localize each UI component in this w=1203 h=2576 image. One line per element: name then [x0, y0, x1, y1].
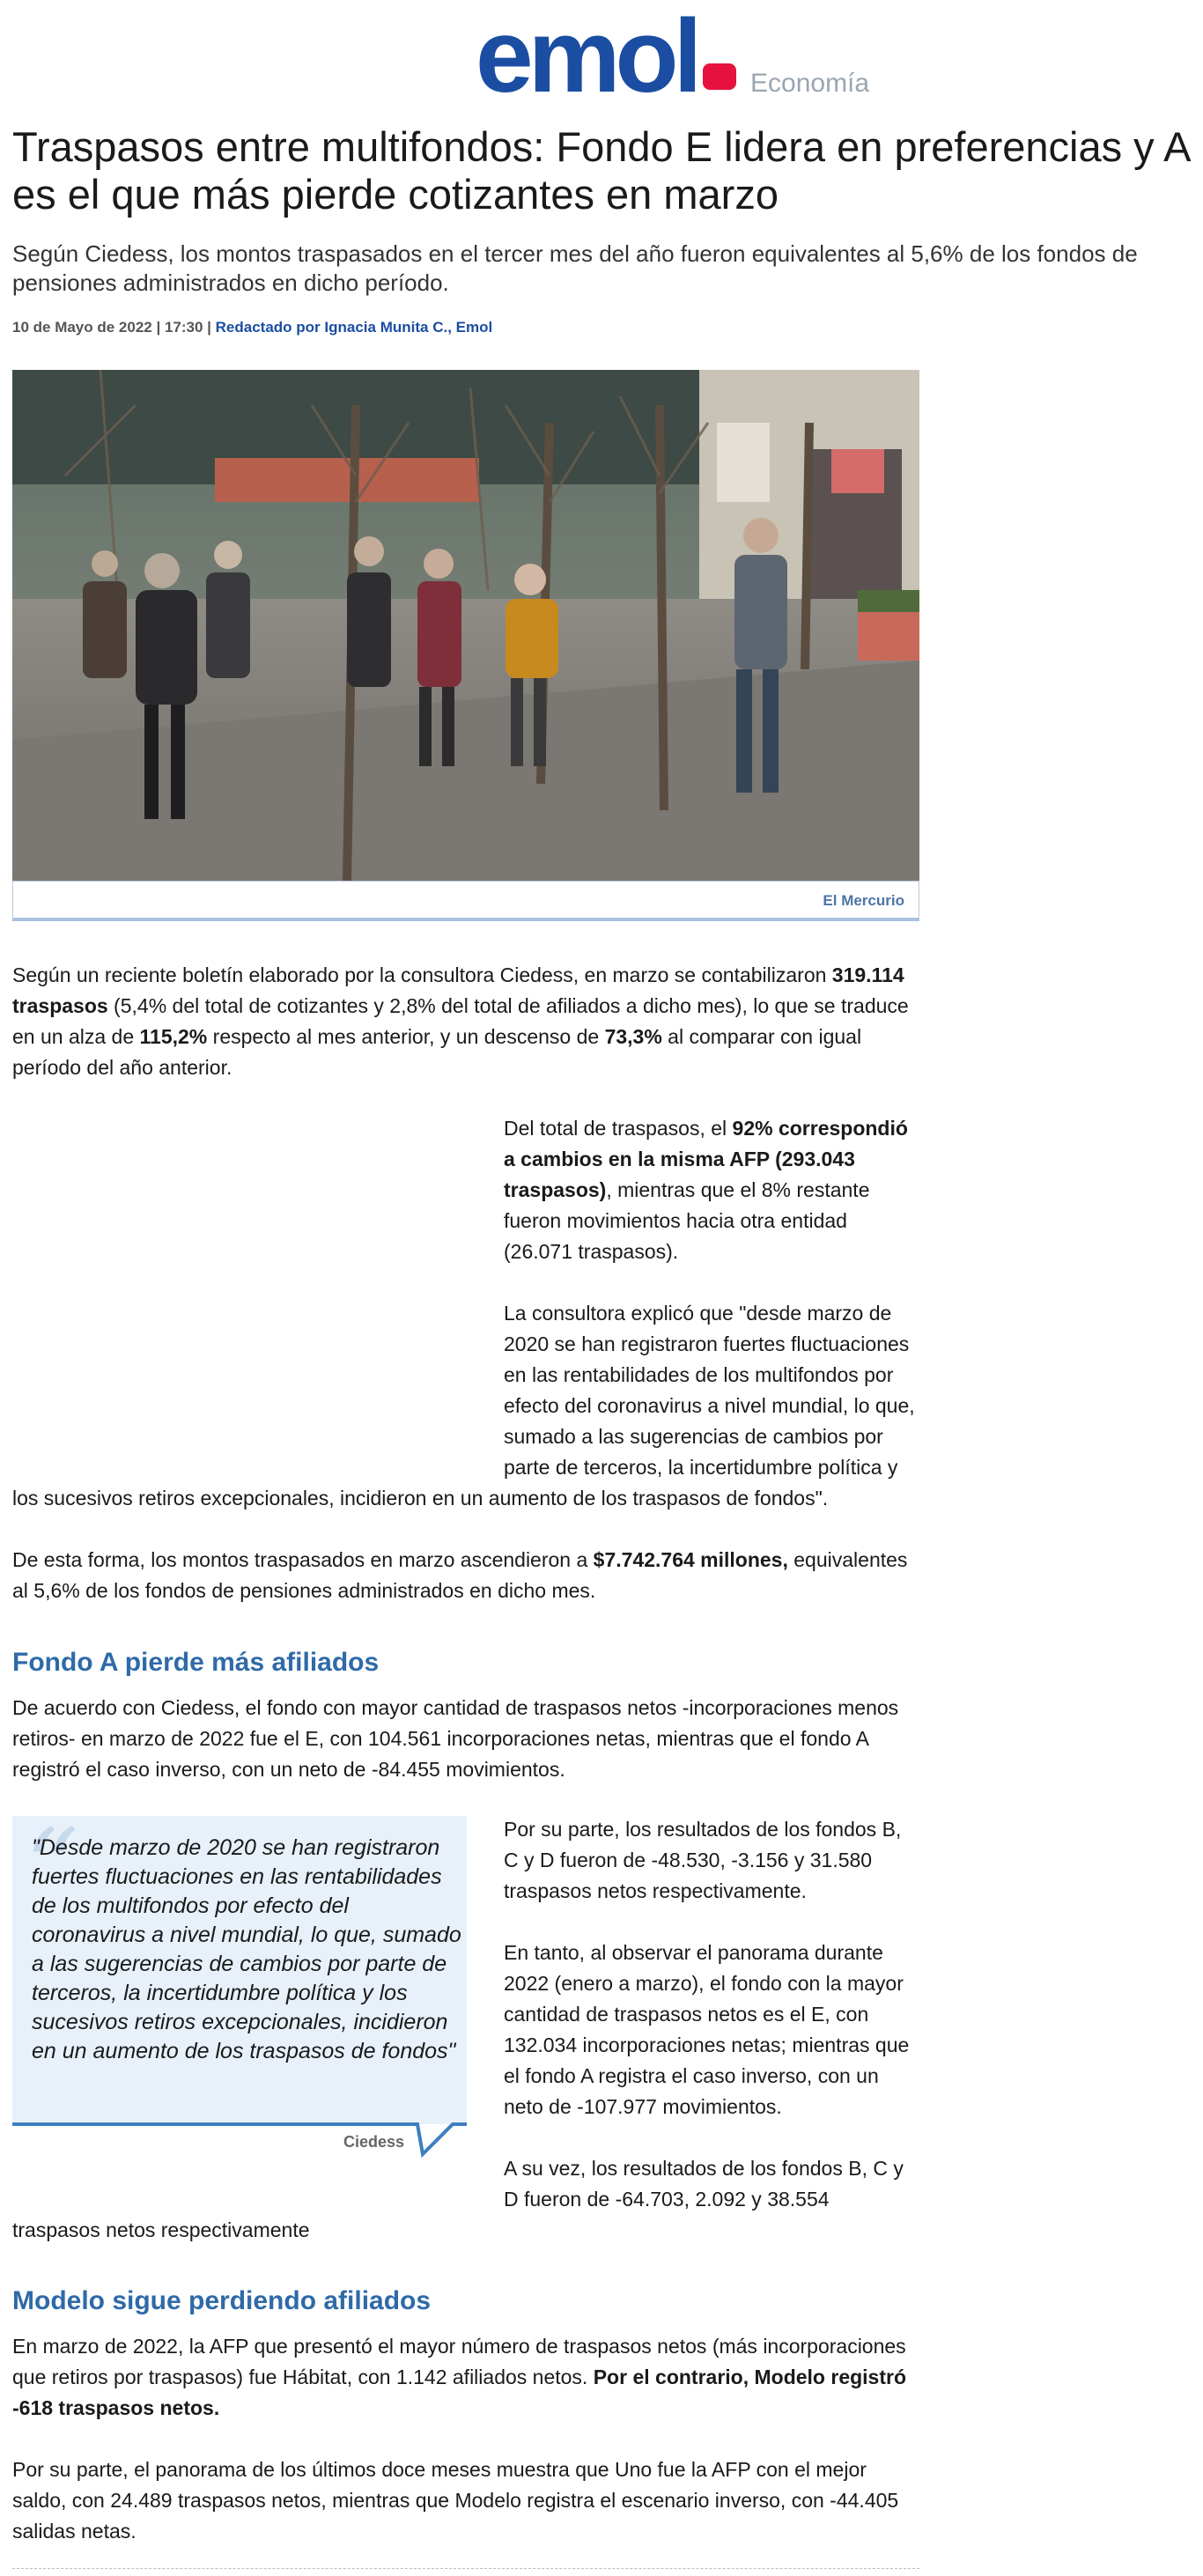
paragraph-8-lower: traspasos netos respectivamente [12, 2218, 310, 2241]
p7-line-2: 2022 (enero a marzo), el fondo con la mayor [504, 1972, 904, 1995]
p1-text-d: respecto al mes anterior, y un descenso de [207, 1025, 605, 1048]
site-header [0, 0, 1203, 114]
article-date: 10 de Mayo de 2022 | 17:30 | [12, 319, 211, 336]
p3-line-6: parte de terceros, la incertidumbre política y [504, 1456, 898, 1479]
paragraph-1 [12, 960, 928, 1083]
p1-bold-alza: 115,2% [139, 1025, 208, 1048]
p7-line-4: 132.034 incorporaciones netas; mientras que [504, 2033, 910, 2056]
p1-bold-descenso: 73,3% [604, 1025, 662, 1048]
p10-line-1: Por su parte, el panorama de los últimos doce meses muestra que Uno fue la AFP con el mejor [12, 2458, 867, 2481]
p1-text-a: Según un reciente boletín elaborado por la consultora Ciedess, en marzo se contabilizaron [12, 963, 832, 986]
article-author[interactable]: Redactado por Ignacia Munita C., Emol [215, 319, 493, 336]
article-photo [12, 370, 919, 881]
p2-line-6: (26.071 traspasos). [504, 1240, 679, 1263]
section-divider [12, 2568, 919, 2569]
pull-quote-text: "Desde marzo de 2020 se han registraron fuertes fluctuaciones en las rentabilidades de los multifondos por efecto del coronavirus a nivel mundial, lo que, sumado a las sugerencias de cambios por parte de terceros, la incertidumbre política y los sucesivos retiros excepcionales, incidieron en un aumento de los traspasos de fondos" [32, 1835, 461, 2063]
p3-line-5: sumado a las sugerencias de cambios por [504, 1425, 883, 1448]
p10-line-3: salidas netas. [12, 2520, 137, 2543]
p2-bold-92: 92% correspondió [732, 1117, 908, 1140]
paragraph-9 [12, 2331, 928, 2424]
emol-logo[interactable] [476, 0, 870, 114]
paragraph-10 [12, 2454, 928, 2547]
p9-line-1: En marzo de 2022, la AFP que presentó el mayor número de traspasos netos (más incorporaciones [12, 2335, 906, 2358]
p5-line-2: retiros- en marzo de 2022 fue el E, con 104.561 incorporaciones netas, mientras que el fondo A [12, 1727, 869, 1750]
p4-text-c: al 5,6% de los fondos de pensiones administrados en dicho mes. [12, 1579, 596, 1602]
p9-bold-618: -618 traspasos netos. [12, 2396, 220, 2419]
p10-line-2: saldo, con 24.489 traspasos netos, mientras que Modelo registra el escenario inverso, con -44.405 [12, 2489, 899, 2512]
pull-quote-source: Ciedess [343, 2133, 405, 2151]
p4-text-a: De esta forma, los montos traspasados en marzo ascendieron a [12, 1548, 594, 1571]
p2-line-4: , mientras que el 8% restante [606, 1178, 870, 1201]
p7-line-5: el fondo A registra el caso inverso, con un [504, 2064, 879, 2087]
p1-bold-traspasos-word: traspasos [12, 994, 108, 1017]
p6-line-1: Por su parte, los resultados de los fondos B, [504, 1818, 902, 1841]
p1-text-f: período del año anterior. [12, 1056, 232, 1079]
article-title: Traspasos entre multifondos: Fondo E lidera en preferencias y A es el que más pierde cotizantes en marzo [12, 123, 1189, 218]
photo-caption-box [12, 881, 919, 921]
p2-bold-misma-afp: a cambios en la misma AFP (293.043 [504, 1148, 855, 1170]
article-byline [12, 319, 492, 336]
p8-line-1: A su vez, los resultados de los fondos B, C y [504, 2157, 904, 2180]
paragraph-6 [504, 1814, 926, 1907]
p7-line-6: neto de -107.977 movimientos. [504, 2095, 782, 2118]
p4-bold-monto: $7.742.764 millones, [593, 1548, 788, 1571]
p9-bold-modelo: Por el contrario, Modelo registró [593, 2366, 906, 2388]
p4-text-b: equivalentes [787, 1548, 908, 1571]
p1-bold-traspasos-count: 319.114 [831, 963, 904, 986]
logo-wordmark: emol [476, 0, 697, 114]
paragraph-5 [12, 1693, 928, 1785]
section-label[interactable]: Economía [750, 69, 870, 98]
heading-modelo: Modelo sigue perdiendo afiliados [12, 2286, 432, 2315]
p3-line-1: La consultora explicó que "desde marzo de [504, 1302, 892, 1325]
p3-line-4: efecto del coronavirus a nivel mundial, lo que, [504, 1394, 915, 1417]
paragraph-8-upper [504, 2153, 926, 2215]
p6-line-2: C y D fueron de -48.530, -3.156 y 31.580 [504, 1849, 873, 1871]
p5-line-1: De acuerdo con Ciedess, el fondo con mayor cantidad de traspasos netos -incorporaciones menos [12, 1696, 899, 1719]
p1-text-c: en un alza de [12, 1025, 140, 1048]
p3-line-2: 2020 se han registraron fuertes fluctuaciones [504, 1332, 910, 1355]
paragraph-3-upper [504, 1298, 926, 1483]
pull-quote [12, 1807, 467, 2124]
heading-fondo-a: Fondo A pierde más afiliados [12, 1648, 380, 1677]
p3-line-3: en las rentabilidades de los multifondos por [504, 1363, 894, 1386]
logo-dot-icon [703, 63, 736, 90]
paragraph-3-lower: los sucesivos retiros excepcionales, incidieron en un aumento de los traspasos de fondos". [12, 1487, 829, 1509]
p6-line-3: traspasos netos respectivamente. [504, 1879, 807, 1902]
paragraph-7 [504, 1938, 926, 2122]
p9-line-2: que retiros por traspasos) fue Hábitat, con 1.142 afiliados netos. [12, 2366, 594, 2388]
photo-credit: El Mercurio [823, 892, 904, 909]
p2-line-1: Del total de traspasos, el [504, 1117, 733, 1140]
street-scene-image [12, 370, 919, 881]
p7-line-3: cantidad de traspasos netos es el E, con [504, 2003, 869, 2026]
p8-line-2: D fueron de -64.703, 2.092 y 38.554 [504, 2188, 830, 2211]
quote-mark-icon: “ [25, 1807, 79, 1930]
p7-line-1: En tanto, al observar el panorama durante [504, 1941, 883, 1964]
p2-line-5: fueron movimientos hacia otra entidad [504, 1209, 847, 1232]
paragraph-4 [12, 1545, 928, 1606]
p5-line-3: registró el caso inverso, con un neto de -84.455 movimientos. [12, 1758, 565, 1781]
p1-text-e: al comparar con igual [661, 1025, 862, 1048]
article-subtitle: Según Ciedess, los montos traspasados en el tercer mes del año fueron equivalentes al 5,6% de los fondos de pensiones administrados en dicho período. [12, 240, 1138, 296]
p2-bold-traspasos: traspasos) [504, 1178, 607, 1201]
paragraph-2 [504, 1113, 926, 1267]
p1-text-b: (5,4% del total de cotizantes y 2,8% del total de afiliados a dicho mes), lo que se traduce [107, 994, 909, 1017]
